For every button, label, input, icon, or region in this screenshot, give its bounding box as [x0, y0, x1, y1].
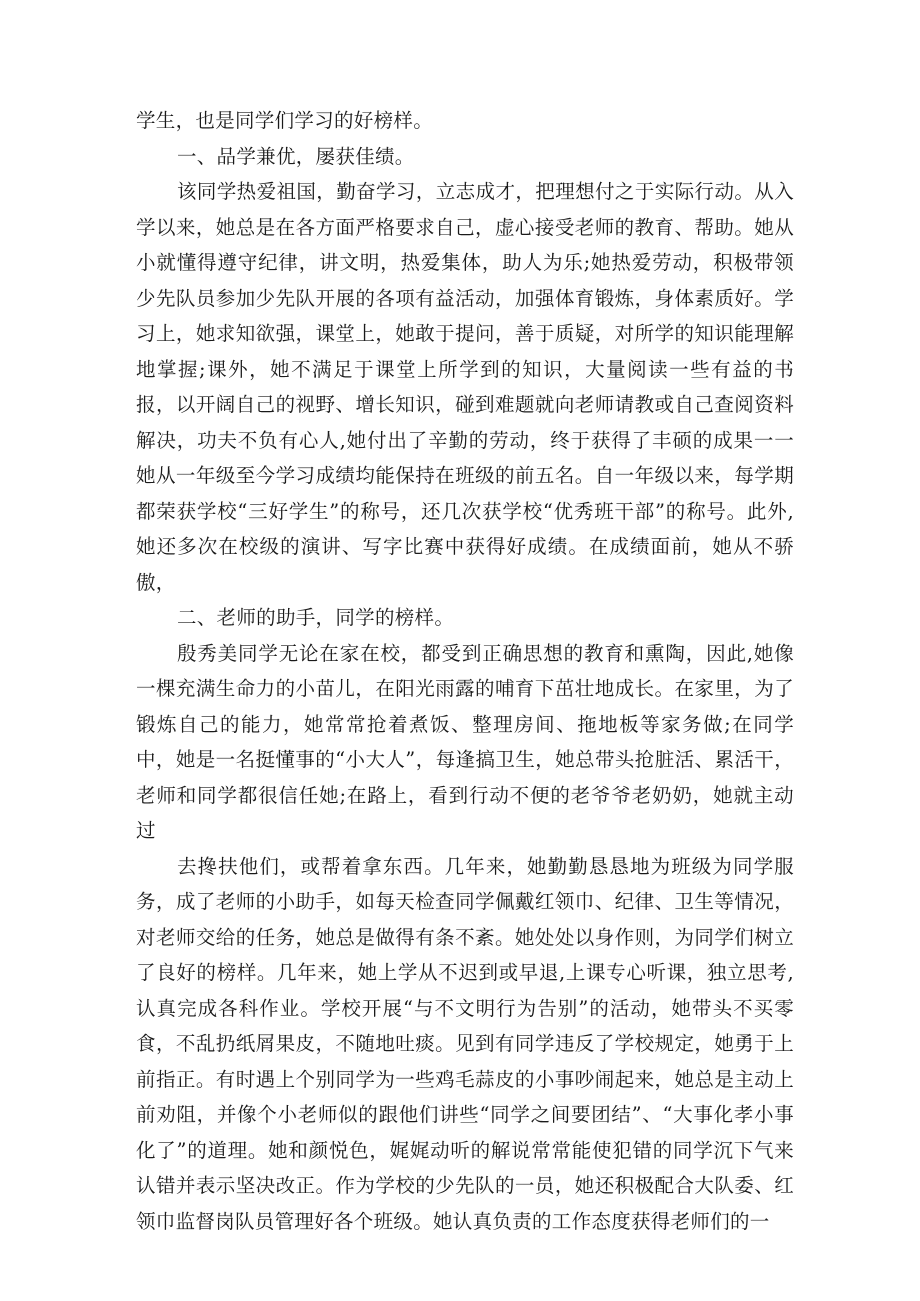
paragraph-section-2-body: 殷秀美同学无论在家在校，都受到正确思想的教育和熏陶，因此,她像一棵充满生命力的小苗儿，在阳光雨露的哺育下茁壮地成长。在家里，为了锻炼自己的能力，她常常抢着煮饭、整理房间、拖地板等家务做;在同学中，她是一名挺懂事的“小大人”，每逢搞卫生，她总带头抢脏活、累活干，老师和同学都很信任她;在路上，看到行动不便的老爷爷老奶奶，她就主动过 [136, 641, 794, 842]
paragraph-section-1-body: 该同学热爱祖国，勤奋学习，立志成才，把理想付之于实际行动。从入学以来，她总是在各方面严格要求自己，虚心接受老师的教育、帮助。她从小就懂得遵守纪律，讲文明，热爱集体，助人为乐;她热爱劳动，积极带领少先队员参加少先队开展的各项有益活动，加强体育锻炼，身体素质好。学习上，她求知欲强，课堂上，她敢于提问，善于质疑，对所学的知识能理解地掌握;课外，她不满足于课堂上所学到的知识，大量阅读一些有益的书报，以开阔自己的视野、增长知识，碰到难题就向老师请教或自己查阅资料解决，功夫不负有心人,她付出了辛勤的劳动，终于获得了丰硕的成果一一她从一年级至今学习成绩均能保持在班级的前五名。自一年级以来，每学期都荣获学校“三好学生”的称号，还几次获学校“优秀班干部”的称号。此外,她还多次在校级的演讲、写字比赛中获得好成绩。在成绩面前，她从不骄傲， [136, 180, 794, 594]
section-heading-2: 二、老师的助手，同学的榜样。 [176, 606, 455, 629]
section-heading-1: 一、品学兼优，屡获佳绩。 [176, 144, 415, 168]
paragraph-continuation: 学生，也是同学们学习的好榜样。 [136, 109, 434, 132]
paragraph-section-2-continued: 去搀扶他们，或帮着拿东西。几年来，她勤勤恳恳地为班级为同学服务，成了老师的小助手，如每天检查同学佩戴红领巾、纪律、卫生等情况，对老师交给的任务，她总是做得有条不紊。她处处以身作则，为同学们树立了良好的榜样。几年来，她上学从不迟到或早退,上课专心听课，独立思考,认真完成各科作业。学校开展“与不文明行为告别”的活动，她带头不买零食，不乱扔纸屑果皮，不随地吐痰。见到有同学违反了学校规定，她勇于上前指正。有时遇上个别同学为一些鸡毛蒜皮的小事吵闹起来，她总是主动上前劝阻，并像个小老师似的跟他们讲些“同学之间要团结”、“大事化孝小事化了”的道理。她和颜悦色，娓娓动听的解说常常能使犯错的同学沉下气来认错并表示坚决改正。作为学校的少先队的一员，她还积极配合大队委、红领巾监督岗队员管理好各个班级。她认真负责的工作态度获得老师们的一 [136, 854, 794, 1233]
document-page [136, 103, 794, 1239]
